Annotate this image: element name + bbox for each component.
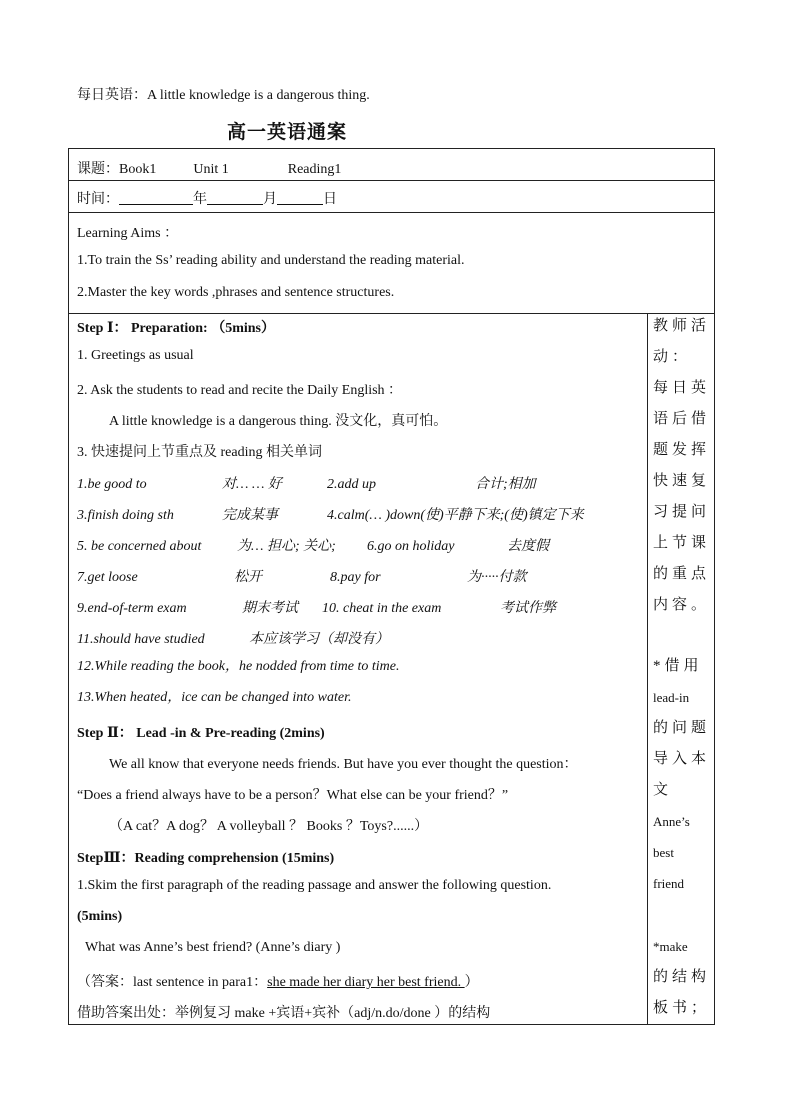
phrase: 7.get loose <box>77 570 138 585</box>
unit-label: Unit 1 <box>193 162 229 177</box>
step3-note: 借助答案出处：举例复习 make +宾语+宾补（adj/n.do/done ）的结构 <box>77 1006 491 1021</box>
time-row <box>77 188 337 208</box>
step3-task-time: (5mins) <box>77 909 123 924</box>
sidebar-line: 板书； <box>653 1000 711 1016</box>
divider <box>69 212 714 213</box>
sidebar-line: 的问题 <box>653 720 711 736</box>
phrase-row <box>77 628 389 648</box>
topic-label: 课题：Book1 <box>77 162 157 177</box>
day-label: 日 <box>323 192 337 207</box>
answer-underlined: she made her diary her best friend. <box>267 975 465 990</box>
time-label: 时间： <box>77 192 119 207</box>
phrase-row <box>77 566 527 586</box>
phrase-row <box>77 504 584 524</box>
year-label: 年 <box>193 192 207 207</box>
sidebar-line: 快速复 <box>653 473 711 489</box>
step3-task: 1.Skim the first paragraph of the reading passage and answer the following question. <box>77 878 552 893</box>
step2-line: “Does a friend always have to be a person？What else can be your friend？” <box>77 788 509 803</box>
aims-heading: Learning Aims ： <box>77 226 179 241</box>
month-label: 月 <box>263 192 277 207</box>
aim-item-2: 2.Master the key words ,phrases and sentence structures. <box>77 285 395 300</box>
phrase-meaning: 本应该学习（却没有） <box>249 632 389 647</box>
answer-prefix: （答案：last sentence in para1： <box>77 975 268 990</box>
phrase-row <box>77 473 536 493</box>
sidebar-line: 题发挥 <box>653 442 711 458</box>
phrase-meaning: 完成某事 <box>222 508 278 523</box>
sidebar-line: 文 <box>653 782 673 798</box>
year-blank <box>119 190 193 205</box>
phrase-meaning: 合计;相加 <box>475 477 536 492</box>
phrase: 8.pay for <box>330 570 381 585</box>
phrase: 6.go on holiday <box>367 539 455 554</box>
step2-heading: Step Ⅱ： Lead -in & Pre-reading (2mins) <box>77 726 325 741</box>
sidebar-line: *make <box>653 939 688 954</box>
phrase: 4.calm(… )down(使)平静下来;(使)镇定下来 <box>327 508 584 523</box>
phrase: 2.add up <box>327 477 376 492</box>
step2-line: （A cat？A dog？ A volleyball ？ Books ？Toys?......） <box>109 819 429 834</box>
sidebar-line: 习提问 <box>653 504 711 520</box>
divider <box>69 180 714 181</box>
sidebar-line: 导入本 <box>653 751 711 767</box>
step3-question: What was Anne’s best friend? (Anne’s diary ) <box>85 940 341 955</box>
phrase-meaning: 松开 <box>234 570 262 585</box>
phrase-meaning: 期末考试 <box>242 601 298 616</box>
step2-line: We all know that everyone needs friends. But have you ever thought the question： <box>109 757 578 772</box>
daily-english-motto: 每日英语：A little knowledge is a dangerous thing. <box>77 88 370 103</box>
teacher-activity-notes <box>653 311 711 621</box>
phrase-row <box>77 597 556 617</box>
sidebar-line: lead-in <box>653 690 690 705</box>
sidebar-line: 上节课 <box>653 535 711 551</box>
lead-in-notes <box>653 651 711 899</box>
sidebar-line: best <box>653 845 674 860</box>
step3-answer <box>77 971 479 991</box>
step1-line: 1. Greetings as usual <box>77 348 194 363</box>
phrase: 1.be good to <box>77 477 147 492</box>
sidebar-line: friend <box>653 876 685 891</box>
day-blank <box>277 190 323 205</box>
divider <box>69 313 714 314</box>
phrase: 9.end-of-term exam <box>77 601 187 616</box>
sidebar-line: *借用 <box>653 658 703 674</box>
page-title: 高一英语通案 <box>227 122 348 143</box>
column-divider <box>647 313 648 1024</box>
sidebar-line: 每日英 <box>653 380 711 396</box>
step1-line: 3. 快速提问上节重点及 reading 相关单词 <box>77 445 322 460</box>
lesson-label: Reading1 <box>287 162 342 177</box>
example-sentence: 13.When heated，ice can be changed into water. <box>77 690 352 705</box>
sidebar-line: 内容。 <box>653 597 711 613</box>
example-sentence: 12.While reading the book，he nodded from time to time. <box>77 659 400 674</box>
phrase: 5. be concerned about <box>77 539 202 554</box>
phrase: 11.should have studied <box>77 632 205 647</box>
step1-heading: Step Ⅰ： Preparation: （5mins） <box>77 321 276 336</box>
month-blank <box>207 190 263 205</box>
phrase-row <box>77 535 549 555</box>
sidebar-line: 动： <box>653 349 692 365</box>
topic-row <box>77 158 341 178</box>
step3-heading: StepⅢ：Reading comprehension (15mins) <box>77 851 335 866</box>
sidebar-line: 教师活 <box>653 318 711 334</box>
sidebar-line: Anne’s <box>653 814 690 829</box>
phrase-meaning: 为… 担心; 关心; <box>237 539 336 554</box>
sidebar-line: 的重点 <box>653 566 711 582</box>
phrase: 3.finish doing sth <box>77 508 174 523</box>
answer-suffix: ） <box>464 975 479 990</box>
phrase-meaning: 去度假 <box>507 539 549 554</box>
phrase: 10. cheat in the exam <box>322 601 442 616</box>
lesson-plan-table <box>68 148 715 1025</box>
phrase-meaning: 对… … 好 <box>222 477 282 492</box>
step1-line: A little knowledge is a dangerous thing. 没文化，真可怕。 <box>109 414 448 429</box>
step1-line: 2. Ask the students to read and recite the Daily English ： <box>77 383 403 398</box>
make-structure-notes <box>653 931 711 1024</box>
phrase-meaning: 为·····付款 <box>467 570 527 585</box>
phrase-meaning: 考试作弊 <box>500 601 556 616</box>
aim-item-1: 1.To train the Ss’ reading ability and understand the reading material. <box>77 253 465 268</box>
sidebar-line: 语后借 <box>653 411 711 427</box>
sidebar-line: 的结构 <box>653 969 711 985</box>
